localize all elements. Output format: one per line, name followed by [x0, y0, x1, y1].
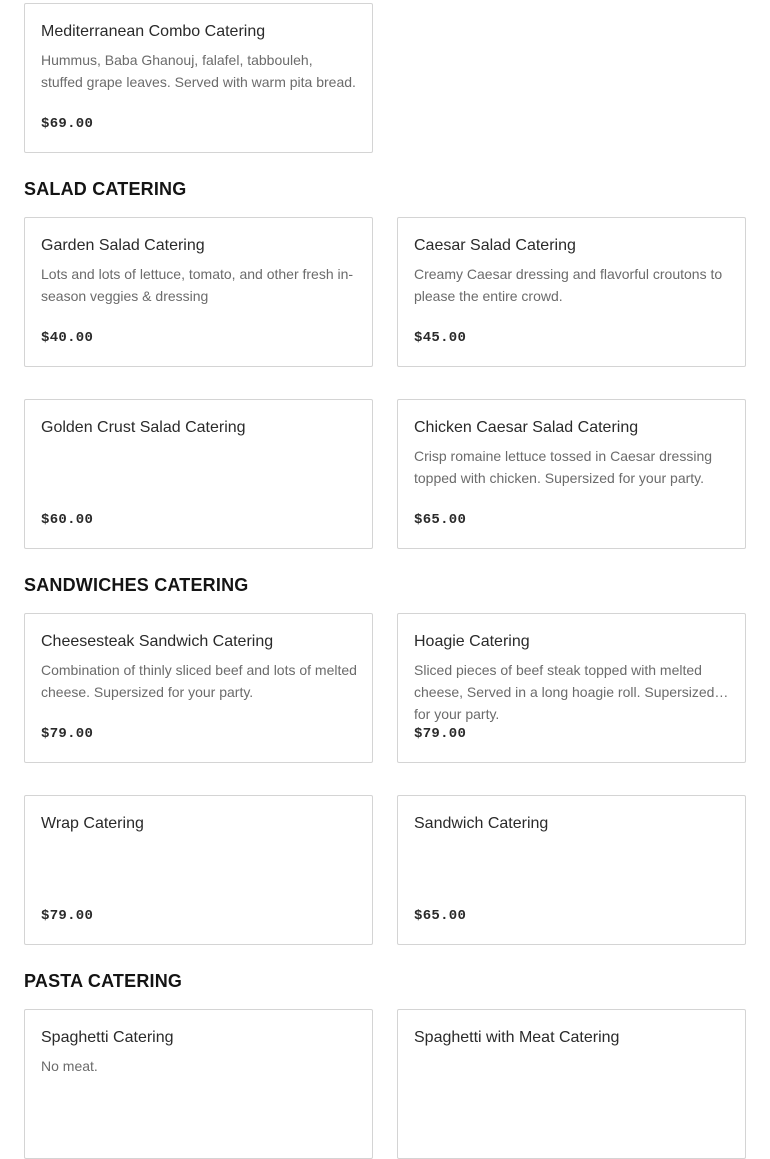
menu-item-price: $45.00 — [414, 330, 467, 346]
menu-item-card[interactable] — [397, 399, 746, 549]
menu-item-price: $65.00 — [414, 512, 467, 528]
menu-item-title: Chicken Caesar Salad Catering — [414, 419, 639, 436]
menu-item-price: $79.00 — [414, 726, 467, 742]
section-heading-salad: SALAD CATERING — [24, 179, 187, 199]
menu-item-title: Caesar Salad Catering — [414, 237, 576, 254]
menu-item-title: Wrap Catering — [41, 815, 144, 832]
menu-item-card[interactable] — [24, 613, 373, 763]
menu-item-card[interactable] — [24, 399, 373, 549]
section-heading-sandwiches: SANDWICHES CATERING — [24, 575, 249, 595]
menu-item-description: No meat. — [41, 1058, 98, 1074]
menu-item-card[interactable] — [24, 1009, 373, 1159]
menu-item-card[interactable] — [24, 795, 373, 945]
menu-item-card[interactable] — [397, 1009, 746, 1159]
menu-item-card[interactable] — [24, 3, 373, 153]
menu-item-card[interactable] — [24, 217, 373, 367]
menu-item-card[interactable] — [397, 217, 746, 367]
menu-item-title: Cheesesteak Sandwich Catering — [41, 633, 274, 650]
menu-item-title: Mediterranean Combo Catering — [41, 23, 266, 40]
menu-item-price: $79.00 — [41, 908, 94, 924]
menu-item-price: $65.00 — [414, 908, 467, 924]
menu-item-title: Garden Salad Catering — [41, 237, 205, 254]
menu-item-title: Spaghetti with Meat Catering — [414, 1029, 620, 1046]
menu-item-title: Spaghetti Catering — [41, 1029, 174, 1046]
menu-item-description: Hummus, Baba Ghanouj, falafel, tabbouleh, stuffed grape leaves. Served with warm pita bread. — [41, 52, 356, 90]
menu-item-price: $40.00 — [41, 330, 94, 346]
menu-item-description: Lots and lots of lettuce, tomato, and other fresh in-season veggies & dressing — [41, 266, 354, 304]
menu-item-title: Golden Crust Salad Catering — [41, 419, 246, 436]
menu-item-price: $69.00 — [41, 116, 94, 132]
menu-item-price: $79.00 — [41, 726, 94, 742]
menu-item-description: Creamy Caesar dressing and flavorful croutons to please the entire crowd. — [414, 266, 723, 304]
menu-item-description: Sliced pieces of beef steak topped with melted cheese, Served in a long hoagie roll. Supersized for your party. — [414, 662, 715, 722]
section-heading-pasta: PASTA CATERING — [24, 971, 183, 991]
menu-item-price: $60.00 — [41, 512, 94, 528]
menu-item-description: Combination of thinly sliced beef and lots of melted cheese. Supersized for your party. — [41, 662, 357, 700]
menu-item-title: Sandwich Catering — [414, 815, 549, 832]
menu-item-description: Crisp romaine lettuce tossed in Caesar dressing topped with chicken. Supersized for your party. — [414, 448, 713, 486]
menu-item-card[interactable] — [397, 795, 746, 945]
menu-item-title: Hoagie Catering — [414, 633, 530, 650]
menu-item-card[interactable] — [397, 613, 746, 763]
